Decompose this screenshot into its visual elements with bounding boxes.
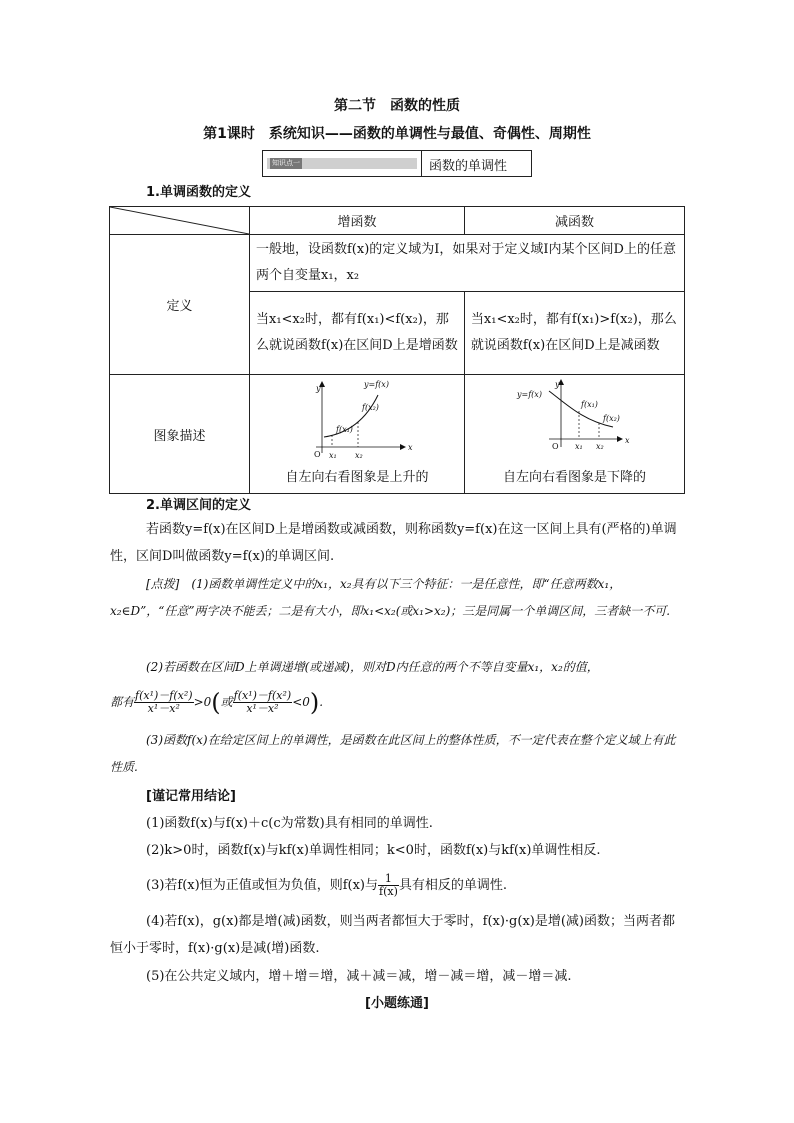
x-label: x	[624, 436, 630, 445]
x1-label: x₁	[329, 451, 337, 460]
tip-point-1: [点拨] (1)函数单调性定义中的x₁，x₂具有以下三个特征：一是任意性，即“任意两数x₁，x₂∈D”，“任意”两字决不能丢；二是有大小，即x₁<x₂(或x₁>x₂)；三是同属一个单调区间，三者缺一不可.	[110, 577, 671, 618]
graph-increasing-cell	[250, 375, 465, 494]
frac-numerator-2: f(x¹)－f(x²)	[233, 689, 292, 702]
fx1-label: f(x₁)	[336, 425, 353, 434]
banner-divider	[421, 151, 422, 176]
interval-definition: 若函数y=f(x)在区间D上是增函数或减函数，则称函数y=f(x)在这一区间上具有(严格的)单调性，区间D叫做函数y=f(x)的单调区间.	[110, 522, 677, 564]
origin-label: O	[314, 450, 321, 459]
row-label-definition: 定义	[110, 235, 250, 375]
lesson-title: 第1课时 系统知识——函数的单调性与最值、奇偶性、周期性	[203, 126, 591, 142]
conclusion-2: (2)k>0时，函数f(x)与kf(x)单调性相同；k<0时，函数f(x)与kf(x)单调性相反.	[146, 843, 601, 858]
origin-label: O	[551, 442, 559, 451]
x2-label: x₂	[355, 451, 363, 460]
difference-quotient	[134, 690, 194, 715]
tip-point-3: (3)函数f(x)在给定区间上的单调性，是函数在此区间上的整体性质，不一定代表在整个定义域上有此性质.	[110, 733, 676, 774]
corner-diagonal	[110, 207, 249, 234]
definition-decreasing: 当x₁<x₂时，都有f(x₁)>f(x₂)，那么就说函数f(x)在区间D上是减函数	[464, 292, 684, 375]
less-than-zero: <0	[292, 695, 310, 709]
caption-increasing: 自左向右看图象是上升的	[285, 470, 429, 485]
definition-table	[109, 206, 685, 494]
or-word: 或	[220, 695, 233, 709]
right-paren: )	[309, 688, 320, 717]
knowledge-point-tag	[267, 158, 417, 169]
row-label-image: 图象描述	[110, 375, 250, 494]
graph-increasing	[250, 377, 466, 467]
curve-label: y=f(x)	[516, 390, 542, 399]
graph-decreasing	[465, 377, 686, 457]
reciprocal-denominator: f(x)	[379, 885, 398, 898]
x1-label: x₁	[574, 442, 583, 451]
fx2-label: f(x₂)	[602, 414, 620, 423]
x2-label: x₂	[595, 442, 604, 451]
x-axis-arrow	[400, 444, 406, 450]
y-label: y	[316, 384, 321, 393]
practice-heading: [小题练通]	[365, 996, 429, 1011]
fx2-label: f(x₂)	[362, 403, 379, 412]
reciprocal-fraction	[378, 873, 399, 898]
conclusion-5: (5)在公共定义域内，增＋增＝增，减＋减＝减，增－减＝增，减－增＝减.	[146, 969, 572, 984]
formula-end: .	[319, 695, 324, 709]
conclusion-1: (1)函数f(x)与f(x)＋c(c为常数)具有相同的单调性.	[146, 816, 433, 831]
knowledge-point-tag-label: 知识点一	[272, 159, 300, 167]
frac-denominator-2: x¹－x²	[246, 702, 279, 715]
knowledge-point-title: 函数的单调性	[429, 159, 508, 174]
tip-point-2-line1: (2)若函数在区间D上单调递增(或递减)，则对D内任意的两个不等自变量x₁，x₂的值，	[146, 660, 599, 674]
graph-decreasing-cell	[464, 375, 684, 494]
definition-increasing: 当x₁<x₂时，都有f(x₁)<f(x₂)，那么就说函数f(x)在区间D上是增函数	[250, 292, 465, 375]
reciprocal-numerator: 1	[378, 873, 399, 886]
frac-denominator: x¹－x²	[147, 702, 180, 715]
definition-common: 一般地，设函数f(x)的定义域为I，如果对于定义域I内某个区间D上的任意两个自变量x₁，x₂	[250, 235, 685, 292]
tip-point-2-formula	[110, 682, 686, 722]
conclusion-3-b: 具有相反的单调性.	[398, 878, 507, 893]
section-title: 第二节 函数的性质	[334, 98, 460, 114]
fx1-label: f(x₁)	[580, 400, 598, 409]
caption-decreasing: 自左向右看图象是下降的	[502, 470, 646, 485]
difference-quotient-2	[233, 690, 293, 715]
greater-than-zero: >0	[193, 695, 212, 709]
conclusion-3	[146, 866, 686, 906]
curve-label: y=f(x)	[364, 380, 389, 389]
x-label: x	[408, 443, 413, 452]
conclusion-3-a: (3)若f(x)恒为正值或恒为负值，则f(x)与	[146, 878, 378, 893]
header-decreasing: 减函数	[464, 207, 684, 235]
heading-monotonic-definition: 1.单调函数的定义	[146, 185, 251, 200]
left-paren: (	[211, 688, 221, 717]
frac-numerator: f(x¹)－f(x²)	[135, 689, 193, 702]
formula-lead: 都有	[110, 695, 135, 709]
table-corner	[110, 207, 250, 235]
x-axis-arrow	[617, 436, 623, 442]
conclusion-4: (4)若f(x)，g(x)都是增(减)函数，则当两者都恒大于零时，f(x)·g(x)是增(减)函数；当两者都恒小于零时，f(x)·g(x)是减(增)函数.	[110, 914, 676, 956]
heading-monotonic-interval: 2.单调区间的定义	[146, 498, 251, 513]
conclusions-heading: [谨记常用结论]	[146, 789, 236, 804]
knowledge-point-banner	[262, 150, 532, 177]
y-label: y	[554, 380, 560, 389]
header-increasing: 增函数	[250, 207, 465, 235]
